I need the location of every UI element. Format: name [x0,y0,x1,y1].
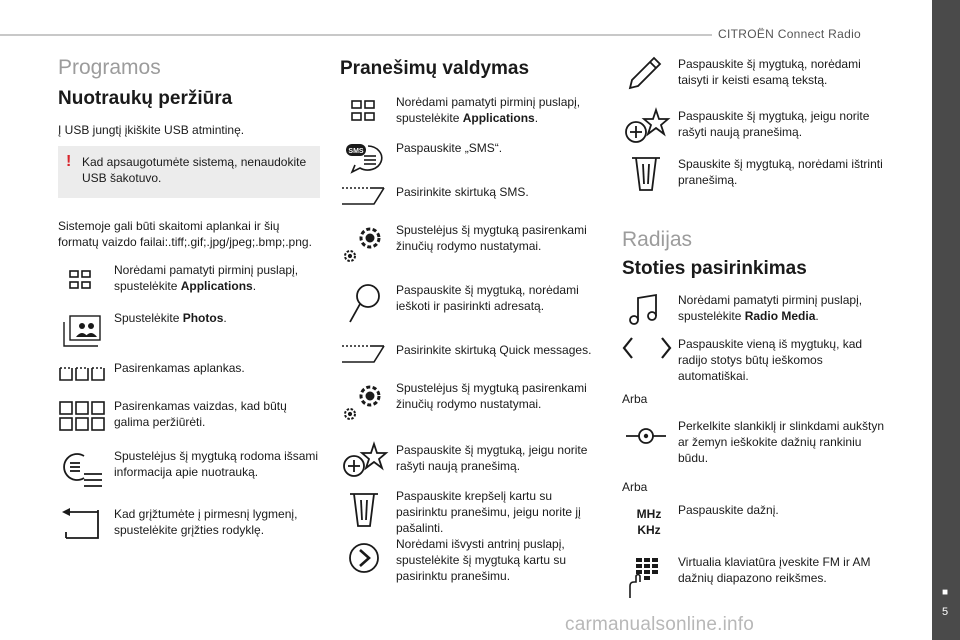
column-photos [58,0,320,640]
keypad-icon [622,552,672,596]
mhz-label: MHz [636,507,662,521]
item-text: Kad grįžtumėte į pirmesnį lygmenį, spustelėkite grįžties rodyklę. [114,507,298,537]
item-text: Virtualia klaviatūra įveskite FM ir AM dažnių diapazono reikšmes. [678,555,871,585]
subsection-title-photos: Nuotraukų peržiūra [58,88,233,109]
item-text: Paspauskite vieną iš mygtukų, kad radijo stotys būtų ieškomos automatiškai. [678,337,863,383]
music-note-icon [622,290,672,334]
section-title-radijas: Radijas [622,228,693,251]
item-text: Norėdami išvysti antrinį puslapį, spustelėkite šį mygtuką kartu su pasirinktu pranešimu. [396,537,567,583]
item-text: Norėdami pamatyti pirminį puslapį, spustelėkite Applications. [114,263,299,293]
item-text: Paspauskite krepšelį kartu su pasirinktu pranešimu, jeigu norite jį pašalinti. [396,489,581,535]
item-text: Paspauskite šį mygtuką, jeigu norite rašyti naują pranešimą. [396,443,588,473]
item-text: Norėdami pamatyti pirminį puslapį, spustelėkite Radio Media. [678,293,863,323]
column-radio [622,0,892,640]
new-star-icon [340,440,390,484]
or-label: Arba [622,392,648,406]
watermark: carmanualsonline.info [565,614,755,635]
subsection-title-messages: Pranešimų valdymas [340,58,530,79]
new-star-icon [622,106,672,150]
photos-icon [58,308,108,352]
intro-text: Į USB jungtį įkiškite USB atmintinę. [58,123,245,137]
warning-text: Kad apsaugotumėte sistemą, nenaudokite USB šakotuvo. [82,155,307,185]
continue-marker: ■ [942,587,949,598]
trash-icon [340,490,390,534]
item-text: Perkelkite slankiklį ir slinkdami aukštyn ar žemyn ieškokite dažnių rankiniu būdu. [678,419,885,465]
back-arrow-icon [58,504,108,548]
item-text: Spauskite šį mygtuką, norėdami ištrinti pranešimą. [678,157,883,187]
item-text: Pasirinkite skirtuką Quick messages. [396,343,592,357]
page-number: 5 [942,606,949,618]
details-arrow-icon [340,538,390,582]
trash-icon [622,154,672,198]
mhz-khz-icon [622,500,672,544]
sms-icon [340,138,390,182]
item-text: Paspauskite šį mygtuką, norėdami taisyti ir keisti esamą tekstą. [678,57,861,87]
sms-label: SMS [348,148,364,155]
item-text: Spustelėjus šį mygtuką pasirenkami žinučių rodymo nustatymai. [396,223,587,253]
pencil-icon [622,54,672,98]
formats-text: Sistemoje gali būti skaitomi aplankai ir šių formatų vaizdo failai:.tiff;.gif;.jpg/jpeg;.bmp;.png. [58,219,312,249]
settings-gears-icon [340,220,390,264]
item-text: Pasirinkite skirtuką SMS. [396,185,529,199]
column-messages [340,0,602,640]
slider-icon [622,416,672,460]
warning-box [58,146,320,198]
warning-icon: ! [66,153,72,170]
side-strip [932,0,960,640]
item-text: Paspauskite „SMS“. [396,141,503,155]
section-title-programos: Programos [58,56,161,79]
item-text: Spustelėjus šį mygtuką rodoma išsami informacija apie nuotrauką. [114,449,319,479]
khz-label: KHz [637,523,661,537]
or-label: Arba [622,480,648,494]
info-details-icon [58,446,108,490]
brand-title: CITROËN Connect Radio [718,27,862,41]
image-grid-icon [58,396,108,440]
item-text: Pasirenkamas aplankas. [114,361,245,375]
settings-gears-icon [340,378,390,422]
grid-icon [58,262,108,306]
item-text: Paspauskite šį mygtuką, norėdami ieškoti ir pasirinkti adresatą. [396,283,579,313]
subsection-title-station: Stoties pasirinkimas [622,258,807,279]
grid-icon [340,94,390,138]
item-text: Norėdami pamatyti pirminį puslapį, spustelėkite Applications. [396,95,581,125]
item-text: Spustelėkite Photos. [114,311,227,325]
item-text: Pasirenkamas vaizdas, kad būtų galima peržiūrėti. [114,399,287,429]
item-text: Spustelėjus šį mygtuką pasirenkami žinučių rodymo nustatymai. [396,381,587,411]
item-text: Paspauskite šį mygtuką, jeigu norite rašyti naują pranešimą. [678,109,870,139]
search-icon [340,280,390,324]
chevrons-icon [622,334,672,378]
item-text: Paspauskite dažnį. [678,503,779,517]
